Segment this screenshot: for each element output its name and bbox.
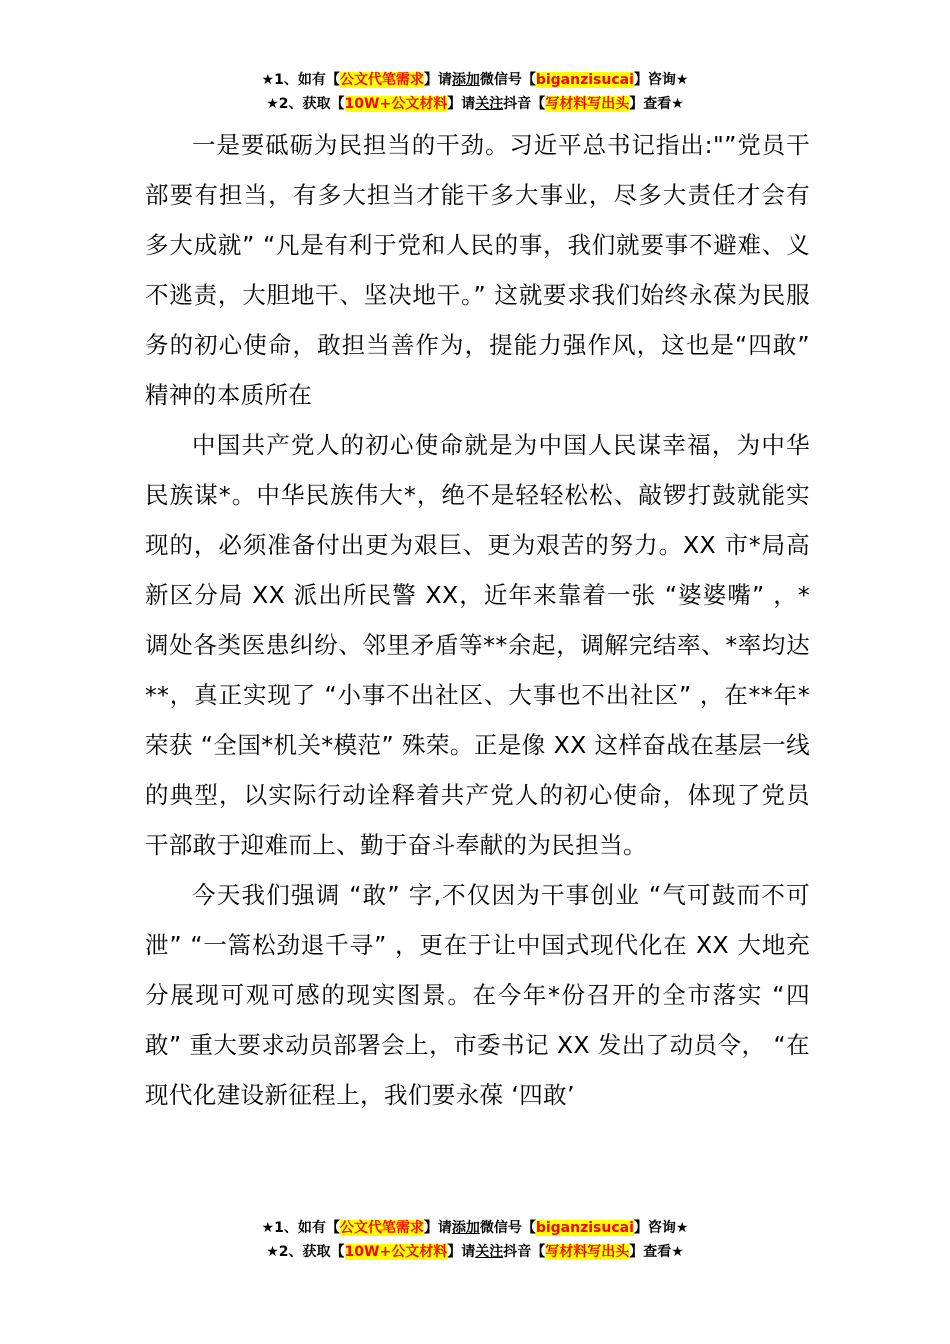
- header-line-2-underline: 关注: [475, 96, 504, 112]
- star-icon: ★: [266, 96, 279, 112]
- footer-line-2-mid2: 抖音【: [503, 1244, 546, 1260]
- footer-line-1-prefix: 1、如有【: [274, 1220, 340, 1236]
- star-icon: ★: [675, 72, 689, 88]
- star-icon: ★: [261, 72, 275, 88]
- header-banner: [0, 68, 950, 116]
- footer-line-2: [0, 1240, 950, 1264]
- footer-line-2-mid1: 】请: [447, 1244, 476, 1260]
- header-line-1-highlight-service: 公文代笔需求: [339, 72, 424, 88]
- header-line-2-suffix: 】查看: [629, 96, 672, 112]
- footer-line-1-highlight-service: 公文代笔需求: [339, 1220, 424, 1236]
- footer-banner: [0, 1216, 950, 1264]
- header-line-2-mid2: 抖音【: [503, 96, 546, 112]
- star-icon: ★: [671, 96, 684, 112]
- header-line-2-prefix: 2、获取【: [278, 96, 345, 112]
- header-line-1: [0, 68, 950, 92]
- header-line-1-prefix: 1、如有【: [274, 72, 340, 88]
- star-icon: ★: [261, 1220, 275, 1236]
- header-line-1-underline: 添加: [451, 72, 480, 88]
- paragraph-3: 今天我们强调 “敢” 字,不仅因为干事创业 “气可鼓而不可泄” “一篙松劲退千寻” ，更在于让中国式现代化在 XX 大地充分展现可观可感的现实图景。在今年*份召开的全市落实 “四敢” 重大要求动员部署会上，市委书记 XX 发出了动员令， “在现代化建设新征程上，我们要永葆 ‘四敢’: [145, 881, 810, 1109]
- footer-line-1-mid1: 】请: [423, 1220, 452, 1236]
- footer-line-2-highlight-douyin: 写材料写出头: [545, 1244, 630, 1260]
- header-line-2-mid1: 】请: [447, 96, 476, 112]
- header-line-1-mid1: 】请: [423, 72, 452, 88]
- document-body: [145, 120, 810, 1120]
- footer-line-2-underline: 关注: [475, 1244, 504, 1260]
- footer-line-2-prefix: 2、获取【: [278, 1244, 345, 1260]
- paragraph-1: 一是要砥砺为民担当的干劲。习近平总书记指出:"”党员干部要有担当，有多大担当才能干多大事业，尽多大责任才会有多大成就” “凡是有利于党和人民的事，我们就要事不避难、义不逃责，大胆地干、坚决地干。” 这就要求我们始终永葆为民服务的初心使命，敢担当善作为，提能力强作风，这也是“四敢” 精神的本质所在: [145, 131, 810, 409]
- footer-line-2-highlight-materials: 10W+公文材料: [344, 1244, 448, 1260]
- star-icon: ★: [266, 1244, 279, 1260]
- footer-line-1: [0, 1216, 950, 1240]
- header-line-1-mid2: 微信号【: [479, 72, 536, 88]
- header-line-2-highlight-materials: 10W+公文材料: [344, 96, 448, 112]
- footer-line-1-highlight-wechat: biganzisucai: [535, 1220, 634, 1236]
- header-line-1-suffix: 】咨询: [633, 72, 676, 88]
- star-icon: ★: [671, 1244, 684, 1260]
- footer-line-1-underline: 添加: [451, 1220, 480, 1236]
- footer-line-2-suffix: 】查看: [629, 1244, 672, 1260]
- header-line-1-highlight-wechat: biganzisucai: [535, 72, 634, 88]
- footer-line-1-mid2: 微信号【: [479, 1220, 536, 1236]
- footer-line-1-suffix: 】咨询: [633, 1220, 676, 1236]
- header-line-2: [0, 92, 950, 116]
- star-icon: ★: [675, 1220, 689, 1236]
- header-line-2-highlight-douyin: 写材料写出头: [545, 96, 630, 112]
- paragraph-2: 中国共产党人的初心使命就是为中国人民谋幸福，为中华民族谋*。中华民族伟大*，绝不是轻轻松松、敲锣打鼓就能实现的，必须准备付出更为艰巨、更为艰苦的努力。XX 市*局高新区分局 XX 派出所民警 XX，近年来靠着一张 “婆婆嘴” ，*调处各类医患纠纷、邻里矛盾等**余起，调解完结率、*率均达**，真正实现了 “小事不出社区、大事也不出社区” ，在**年*荣获 “全国*机关*模范” 殊荣。正是像 XX 这样奋战在基层一线的典型，以实际行动诠释着共产党人的初心使命，体现了党员干部敢于迎难而上、勤于奋斗奉献的为民担当。: [145, 431, 810, 859]
